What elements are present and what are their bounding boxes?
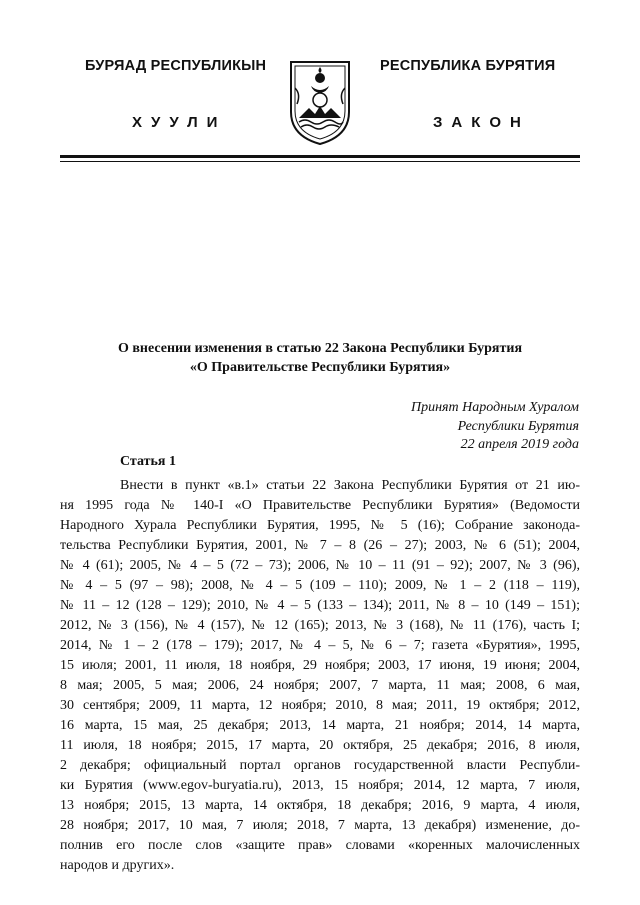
article-body-line: 30 сентября; 2009, 11 марта, 12 ноября; 2010, 8 мая; 2011, 19 октября; 2012, [60, 698, 580, 713]
article-body-line: полнив его после слов «защите прав» словами «коренных малочисленных [60, 838, 580, 853]
article-body-line: Народного Хурала Республики Бурятия, 1995, № 5 (16); Собрание законода- [60, 518, 580, 533]
article-body-line: 28 ноября; 2017, 10 мая, 7 июля; 2018, 7 марта, 13 декабря) изменение, до- [60, 818, 580, 833]
article-body-line: 11 июля, 18 ноября; 2015, 17 марта, 20 октября, 25 декабря; 2016, 8 июля, [60, 738, 580, 753]
article-body-line: 16 марта, 15 мая, 25 декабря; 2013, 14 марта, 21 ноября; 2014, 14 марта, [60, 718, 580, 733]
article-body-line: 15 июля; 2001, 11 июля, 18 ноября, 29 ноября; 2003, 17 июня, 19 июня; 2004, [60, 658, 580, 673]
buryatia-coat-of-arms-icon [287, 58, 353, 146]
article-body-line: 2012, № 3 (156), № 4 (157), № 12 (165); 2013, № 3 (168), № 11 (176), часть I; [60, 618, 580, 633]
adoption-date: 22 апреля 2019 года [460, 437, 579, 452]
article-heading: Статья 1 [120, 454, 176, 469]
article-body-line: народов и других». [60, 858, 175, 873]
header-divider-thin [60, 161, 580, 162]
article-body-line: Внести в пункт «в.1» статьи 22 Закона Республики Бурятия от 21 ию- [120, 478, 580, 493]
article-body-line: ки Бурятия (www.egov-buryatia.ru), 2013, 15 ноября; 2014, 12 марта, 7 июля, [60, 778, 580, 793]
adoption-line: Республики Бурятия [457, 418, 579, 434]
header-right-subtitle: ЗАКОН [433, 114, 530, 131]
article-body-line: № 4 – 5 (97 – 98); 2008, № 4 – 5 (109 – 110); 2009, № 1 – 2 (118 – 119), [60, 578, 580, 593]
adoption-note [411, 399, 579, 455]
article-body-line: ня 1995 года № 140-I «О Правительстве Республики Бурятия» (Ведомости [60, 498, 580, 513]
article-body-line: 2 декабря; официальный портал органов государственной власти Республи- [60, 758, 580, 773]
article-body-line: 13 ноября; 2015, 13 марта, 14 октября, 18 декабря; 2016, 9 марта, 4 июля, [60, 798, 580, 813]
article-body-line: 2014, № 1 – 2 (178 – 179); 2017, № 4 – 5, № 6 – 7; газета «Бурятия», 1995, [60, 638, 580, 653]
article-body-line: № 4 (61); 2005, № 4 – 5 (72 – 73); 2006, № 10 – 11 (91 – 92); 2007, № 3 (96), [60, 558, 580, 573]
law-title-line: О внесении изменения в статью 22 Закона Республики Бурятия [117, 341, 523, 356]
article-body-line: тельства Республики Бурятия, 2001, № 7 – 8 (26 – 27); 2003, № 6 (51); 2004, [60, 538, 580, 553]
law-title-line: «О Правительстве Республики Бурятия» [189, 360, 451, 375]
adoption-line: Принят Народным Хуралом [410, 400, 579, 415]
header-divider-thick [60, 155, 580, 158]
article-body [60, 476, 580, 876]
article-body-line: 8 мая; 2005, 5 мая; 2006, 24 ноября; 2007, 7 марта, 11 мая; 2008, 6 мая, [60, 678, 580, 693]
header-right-title: РЕСПУБЛИКА БУРЯТИЯ [380, 58, 556, 74]
header-left-subtitle: ХУУЛИ [132, 114, 227, 131]
law-title [60, 339, 580, 377]
header-left-title: БУРЯАД РЕСПУБЛИКЫН [85, 58, 267, 74]
article-body-line: № 11 – 12 (128 – 129); 2010, № 4 – 5 (133 – 134); 2011, № 8 – 10 (149 – 151); [60, 598, 580, 613]
